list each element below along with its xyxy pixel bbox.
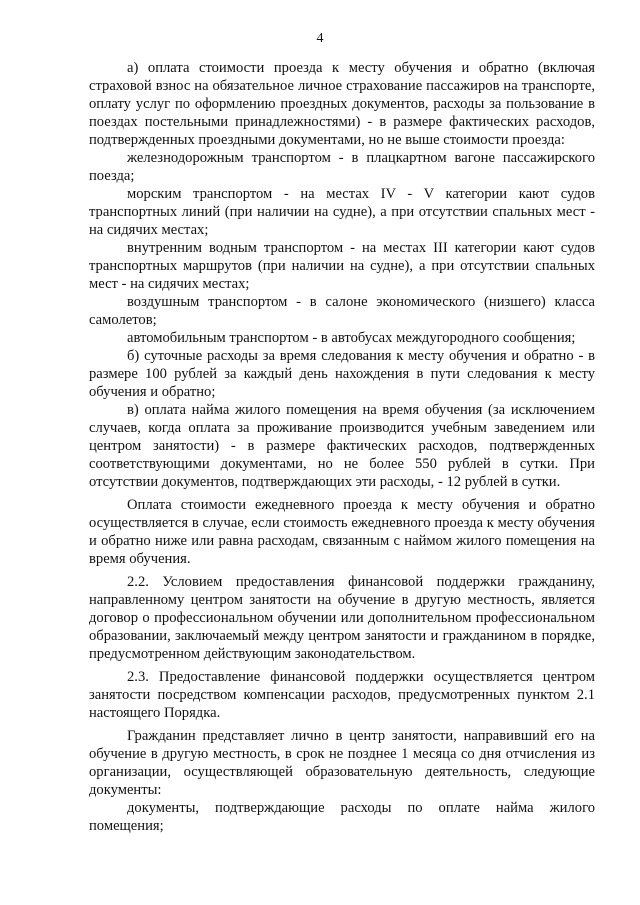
paragraph-travel-costs: а) оплата стоимости проезда к месту обучения и обратно (включая страховой взнос на обязательное личное страхование пассажиров на транспорте, оплату услуг по оформлению проездных документов, расходы за пользование в поездах постельными принадлежностями) - в размере фактических расходов, подтвержденных проездными документами, но не выше стоимости проезда: xyxy=(89,60,595,148)
paragraph-daily-allowance: б) суточные расходы за время следования к месту обучения и обратно - в размере 100 рублей за каждый день нахождения в пути следования к месту обучения и обратно; xyxy=(89,348,595,400)
paragraph-housing: в) оплата найма жилого помещения на время обучения (за исключением случаев, когда оплата за проживание производится учебным заведением или центром занятости) - в размере фактических расходов, подтвержденных соответствующими документами, но не более 550 рублей в сутки. При отсутствии документов, подтверждающих эти расходы, - 12 рублей в сутки. xyxy=(89,402,595,490)
paragraph-road: автомобильным транспортом - в автобусах междугородного сообщения; xyxy=(127,330,576,346)
paragraph-documents-submission: Гражданин представляет лично в центр занятости, направивший его на обучение в другую местность, в срок не позднее 1 месяца со дня отчисления из организации, осуществляющей образовательную деятельность, следующие документы: xyxy=(89,728,595,798)
paragraph-sea: морским транспортом - на местах IV - V категории кают судов транспортных линий (при наличии на судне), а при отсутствии спальных мест - на сидячих местах; xyxy=(89,186,595,238)
paragraph-housing-documents: документы, подтверждающие расходы по оплате найма жилого помещения; xyxy=(89,800,595,834)
paragraph-section-2-2: 2.2. Условием предоставления финансовой поддержки гражданину, направленному центром занятости на обучение в другую местность, является договор о профессиональном обучении или дополнительном профессиональном образовании, заключаемый между центром занятости и гражданином в порядке, предусмотренном действующим законодательством. xyxy=(89,574,595,662)
paragraph-inland-water: внутренним водным транспортом - на местах III категории кают судов транспортных маршрутов (при наличии на судне), а при отсутствии спальных мест - на сидячих местах; xyxy=(89,240,595,292)
paragraph-daily-travel: Оплата стоимости ежедневного проезда к месту обучения и обратно осуществляется в случае, если стоимость ежедневного проезда к месту обучения и обратно ниже или равна расходам, связанным с наймом жилого помещения на время обучения. xyxy=(89,497,595,567)
paragraph-railway: железнодорожным транспортом - в плацкартном вагоне пассажирского поезда; xyxy=(89,150,595,184)
page-number: 4 xyxy=(316,31,324,46)
paragraph-air: воздушным транспортом - в салоне экономического (низшего) класса самолетов; xyxy=(89,294,595,328)
paragraph-section-2-3: 2.3. Предоставление финансовой поддержки осуществляется центром занятости посредством компенсации расходов, предусмотренных пунктом 2.1 настоящего Порядка. xyxy=(89,669,595,721)
document-body xyxy=(89,59,595,835)
